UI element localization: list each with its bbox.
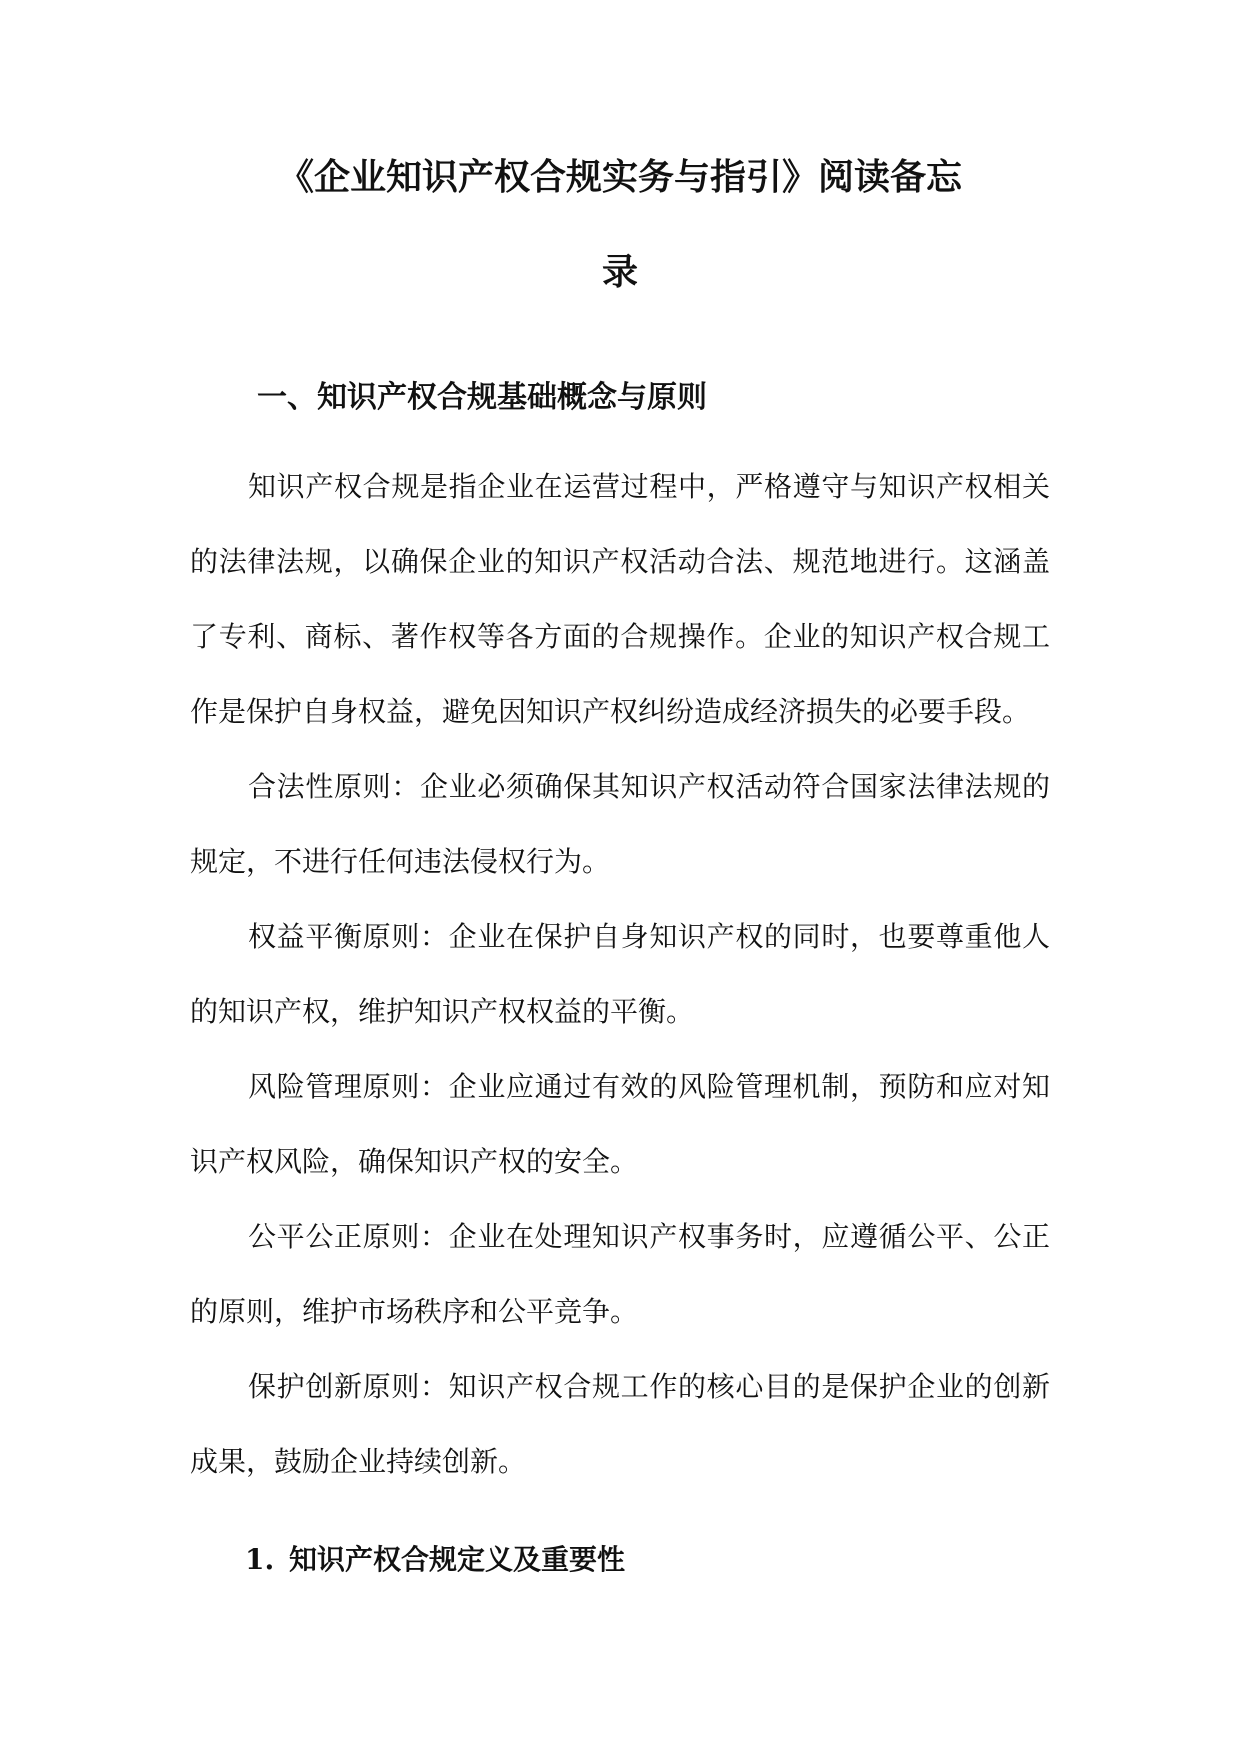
paragraph-legality-principle: 合法性原则：企业必须确保其知识产权活动符合国家法律法规的规定，不进行任何违法侵权行为。 [190,770,1050,878]
paragraph-risk-principle: 风险管理原则：企业应通过有效的风险管理机制，预防和应对知识产权风险，确保知识产权的安全。 [190,1070,1050,1178]
document-title-line-1: 《企业知识产权合规实务与指引》阅读备忘 [277,156,962,198]
subheading-number: 1. [245,1543,275,1576]
paragraph-fairness-principle: 公平公正原则：企业在处理知识产权事务时，应遵循公平、公正的原则，维护市场秩序和公平竞争。 [190,1220,1050,1328]
paragraph-definition: 知识产权合规是指企业在运营过程中，严格遵守与知识产权相关的法律法规，以确保企业的知识产权活动合法、规范地进行。这涵盖了专利、商标、著作权等各方面的合规操作。企业的知识产权合规工作是保护自身权益，避免因知识产权纠纷造成经济损失的必要手段。 [190,470,1050,728]
section-heading: 一、知识产权合规基础概念与原则 [257,380,707,415]
document-title-line-2: 录 [601,251,638,293]
paragraph-innovation-principle: 保护创新原则：知识产权合规工作的核心目的是保护企业的创新成果，鼓励企业持续创新。 [190,1370,1050,1478]
subheading [245,1540,625,1580]
subheading-text: 知识产权合规定义及重要性 [289,1543,626,1576]
paragraph-balance-principle: 权益平衡原则：企业在保护自身知识产权的同时，也要尊重他人的知识产权，维护知识产权权益的平衡。 [190,920,1050,1028]
